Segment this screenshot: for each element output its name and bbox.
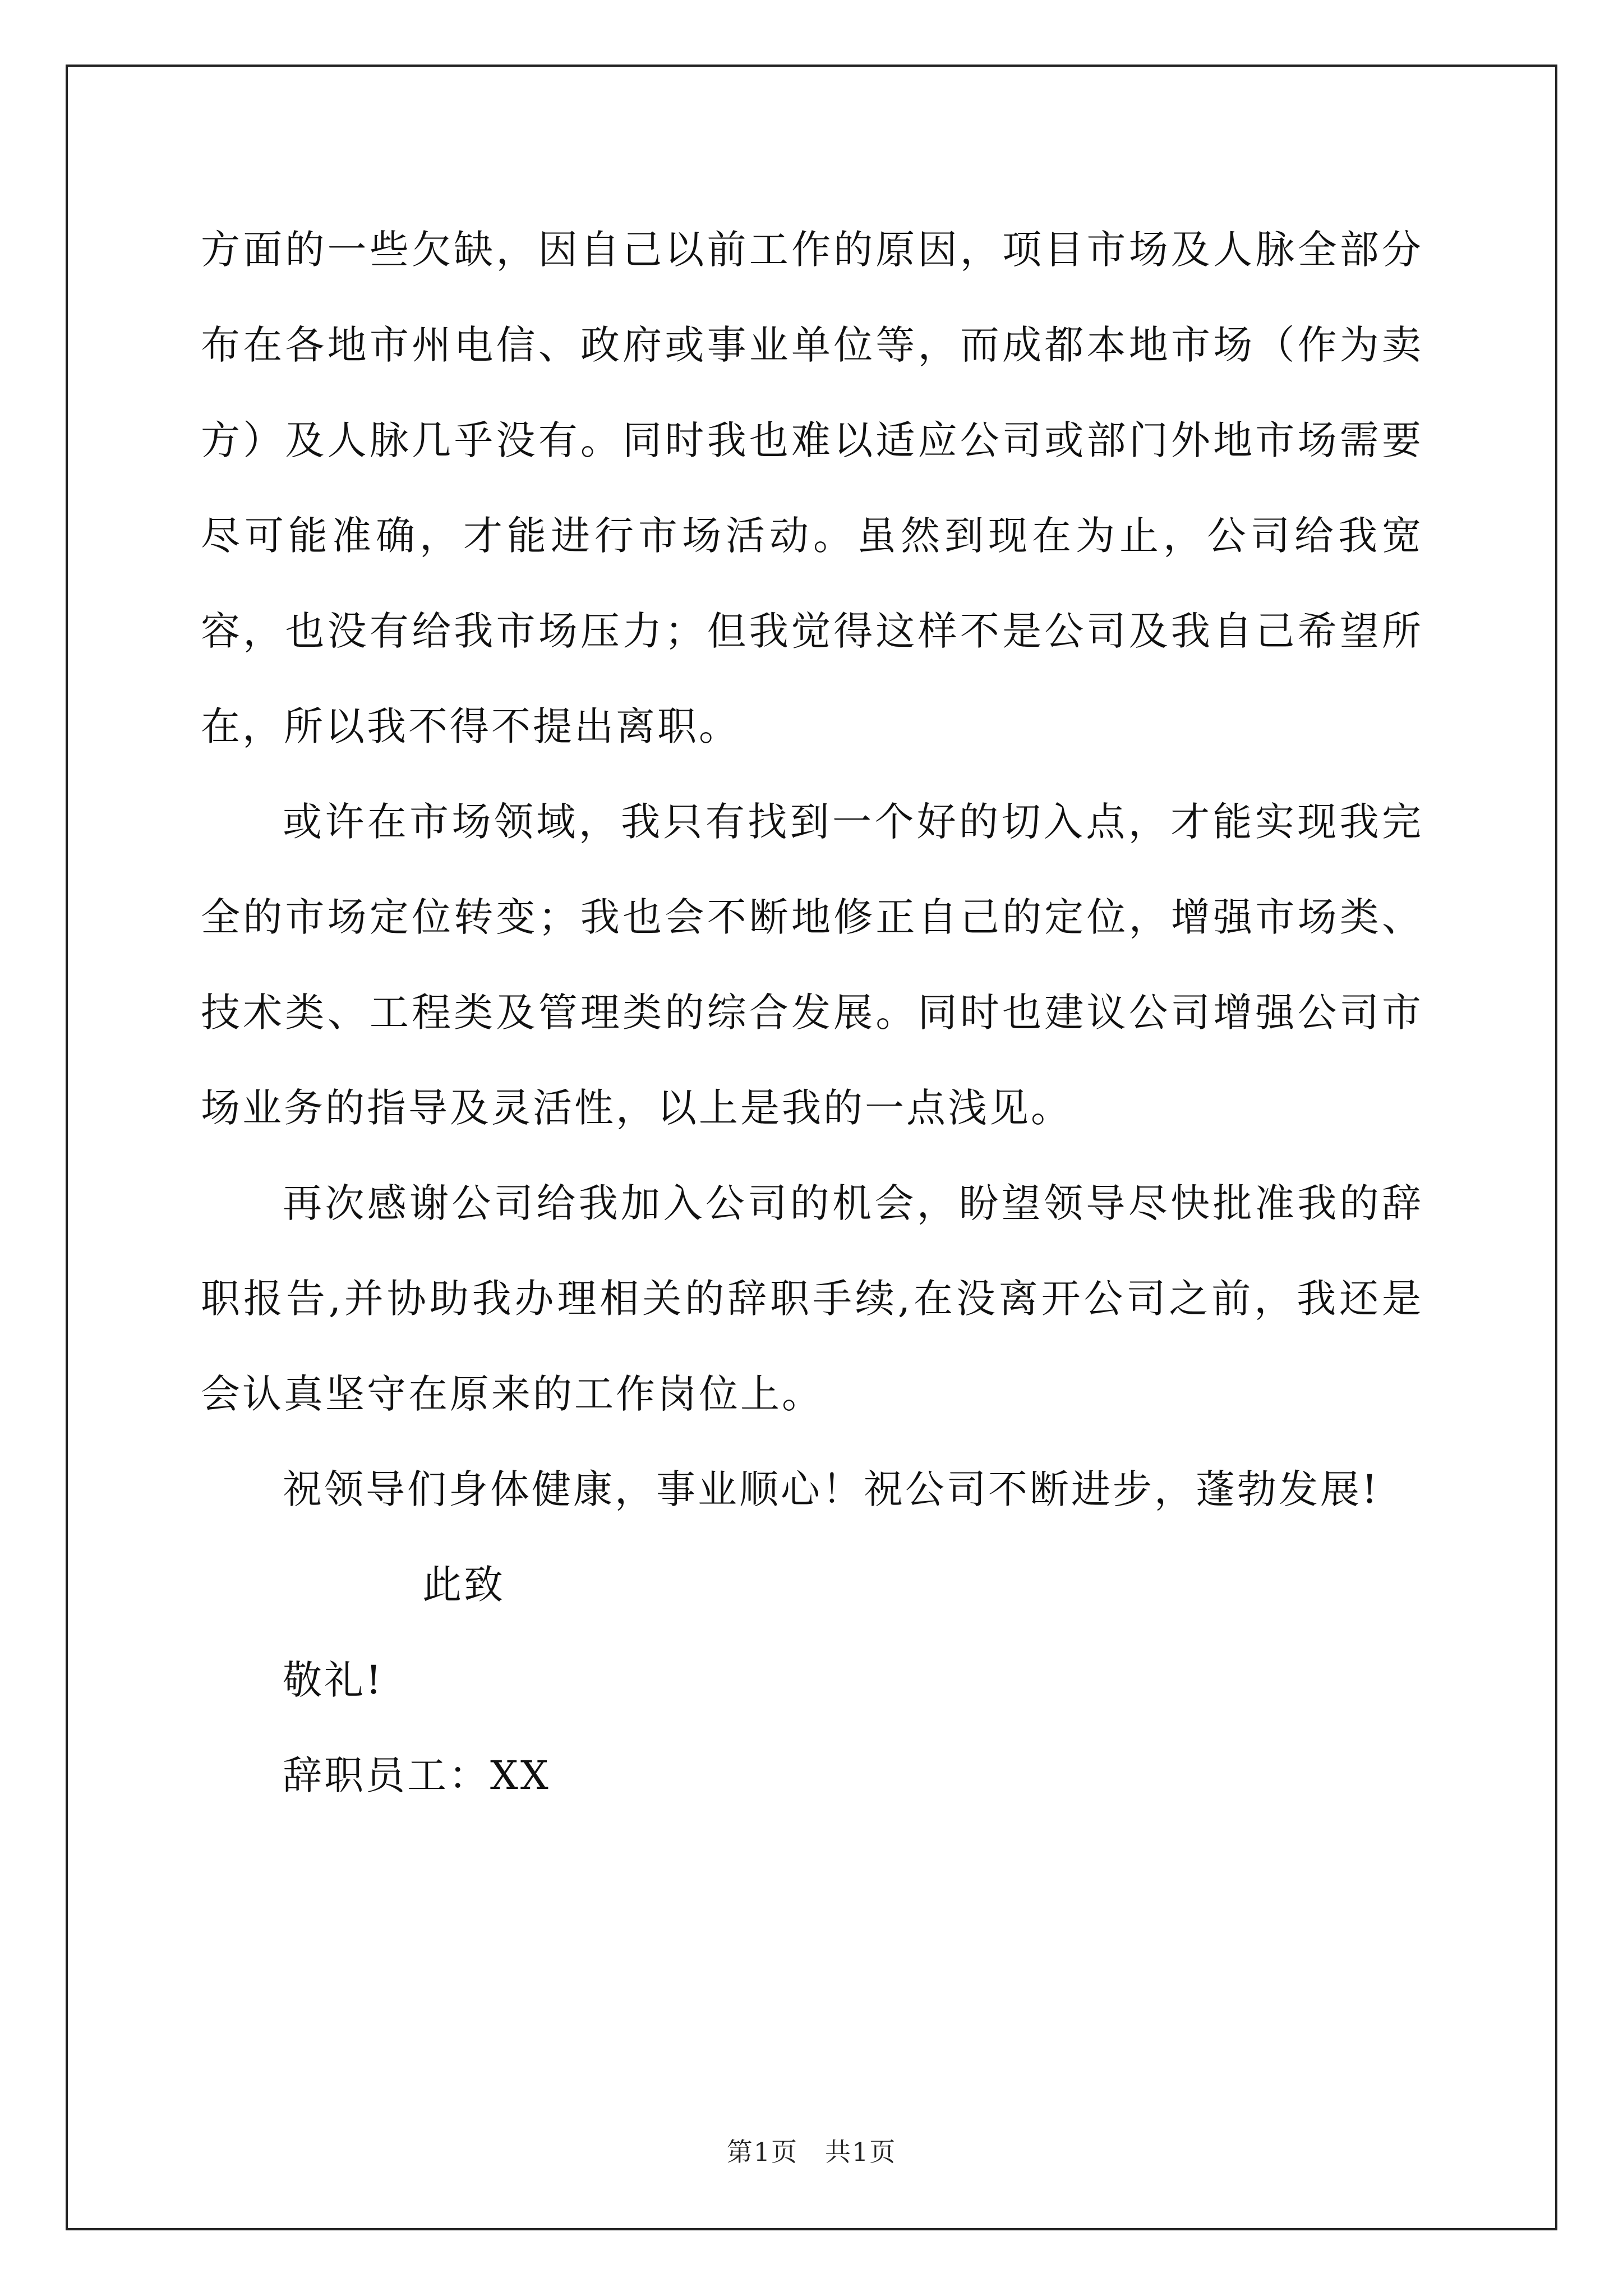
paragraph-thanks: 再次感谢公司给我加入公司的机会，盼望领导尽快批准我的辞职报告,并协助我办理相关的辞职手续,在没离开公司之前，我还是会认真坚守在原来的工作岗位上。 (201, 1180, 1423, 1417)
paragraph-wishes: 祝领导们身体健康，事业顺心！祝公司不断进步，蓬勃发展! (283, 1466, 1380, 1512)
signature-line: 辞职员工：XX (283, 1752, 551, 1798)
page-footer: 第1页 共1页 (726, 2137, 897, 2167)
paragraph-continuation: 方面的一些欠缺，因自己以前工作的原因，项目市场及人脉全部分布在各地市州电信、政府或事业单位等，而成都本地市场（作为卖方）及人脉几乎没有。同时我也难以适应公司或部门外地市场需要尽可能准确，才能进行市场活动。虽然到现在为止，公司给我宽容，也没有给我市场压力；但我觉得这样不是公司及我自己希望所在，所以我不得不提出离职。 (201, 227, 1423, 749)
letter-body (201, 202, 1423, 1823)
paragraph-market-positioning: 或许在市场领域，我只有找到一个好的切入点，才能实现我完全的市场定位转变；我也会不断地修正自己的定位，增强市场类、技术类、工程类及管理类的综合发展。同时也建议公司增强公司市场业务的指导及灵活性，以上是我的一点浅见。 (201, 799, 1423, 1131)
closing-salutation: 此致 (422, 1562, 505, 1608)
closing-regards: 敬礼! (283, 1657, 384, 1703)
